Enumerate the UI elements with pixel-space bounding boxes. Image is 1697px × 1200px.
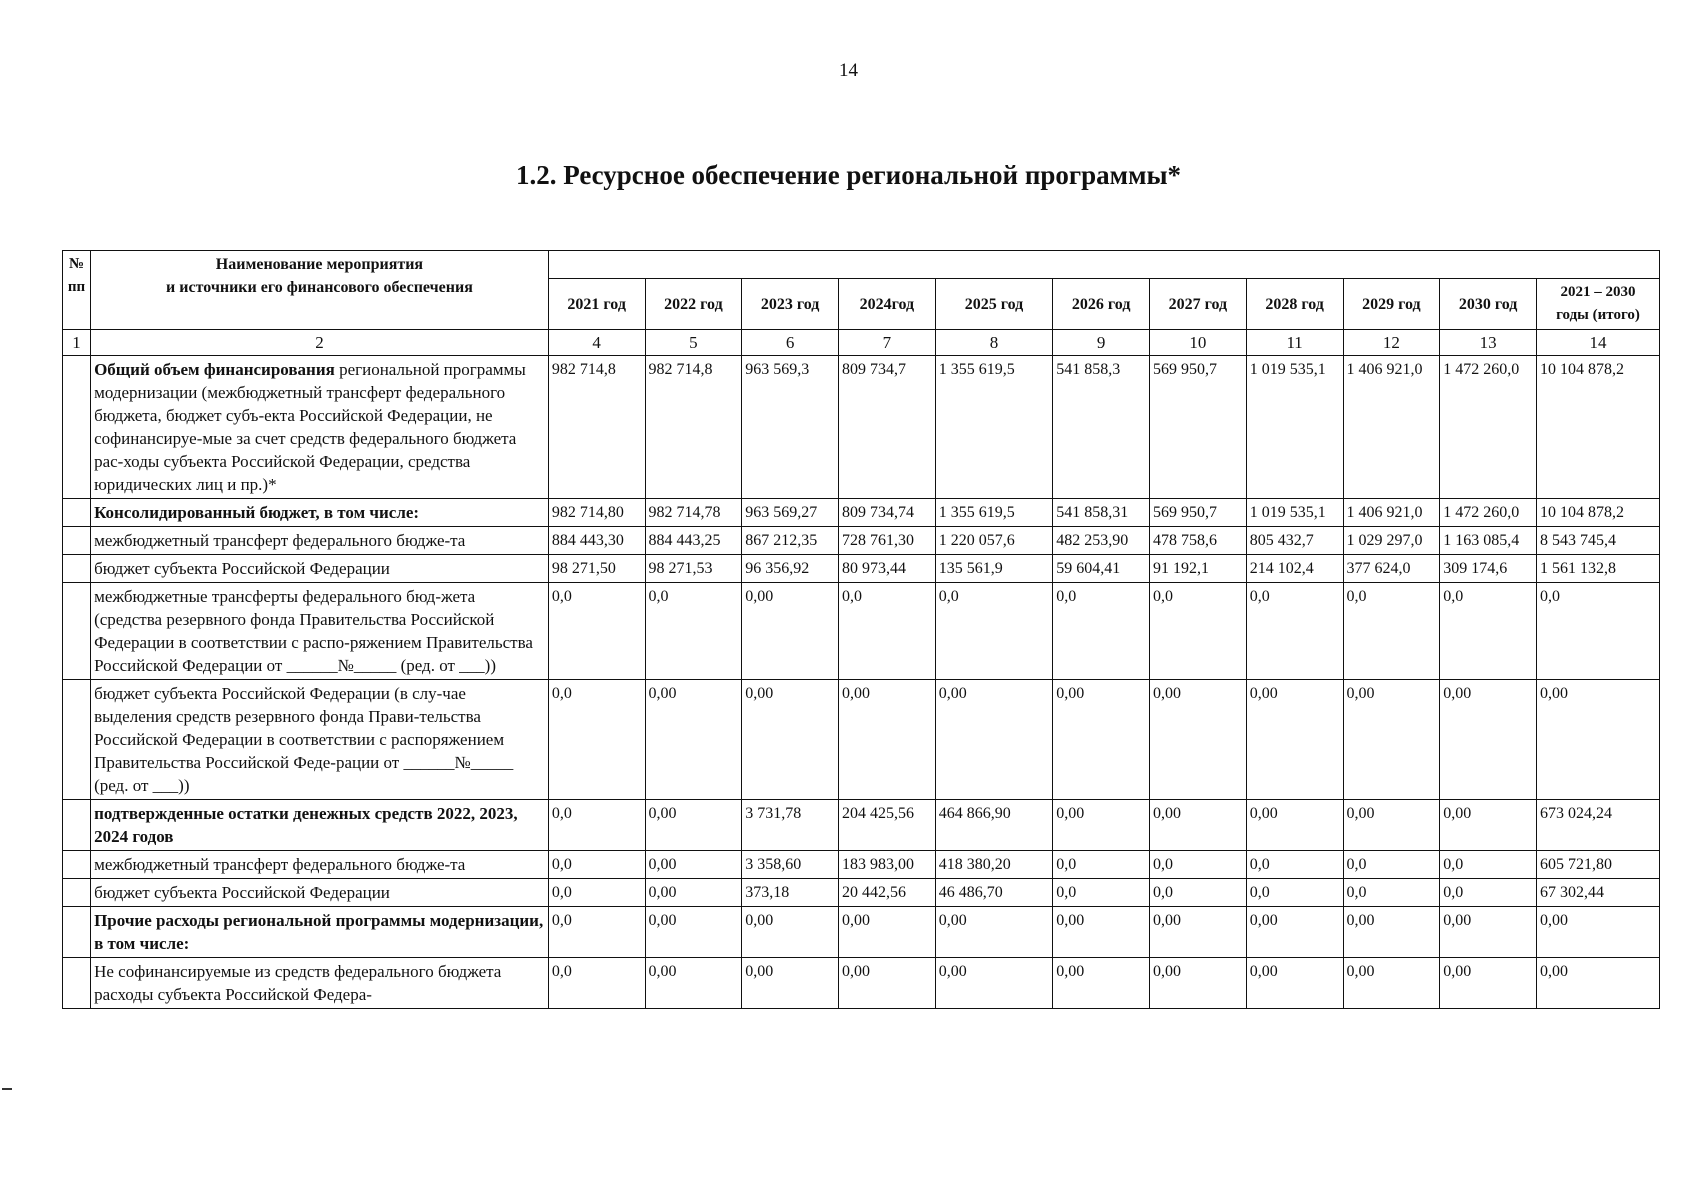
column-number-9: 11 bbox=[1246, 330, 1343, 356]
value-cell: 91 192,1 bbox=[1150, 555, 1247, 583]
column-number-1: 2 bbox=[91, 330, 549, 356]
value-cell: 0,00 bbox=[1053, 800, 1150, 851]
value-cell: 0,00 bbox=[1053, 958, 1150, 1009]
row-number-cell bbox=[63, 555, 91, 583]
value-cell: 0,00 bbox=[645, 879, 742, 907]
row-number-cell bbox=[63, 499, 91, 527]
value-cell: 0,00 bbox=[1536, 907, 1659, 958]
column-number-7: 9 bbox=[1053, 330, 1150, 356]
value-cell: 1 406 921,0 bbox=[1343, 356, 1440, 499]
table-row bbox=[63, 527, 1660, 555]
value-cell: 0,00 bbox=[1536, 680, 1659, 800]
value-cell: 1 472 260,0 bbox=[1440, 356, 1537, 499]
header-year-4: 2025 год bbox=[935, 279, 1053, 330]
header-year-7: 2028 год bbox=[1246, 279, 1343, 330]
header-years-group bbox=[548, 251, 1659, 279]
value-cell: 0,00 bbox=[645, 680, 742, 800]
value-cell: 0,00 bbox=[645, 800, 742, 851]
value-cell: 0,0 bbox=[1053, 879, 1150, 907]
value-cell: 0,0 bbox=[1053, 851, 1150, 879]
value-cell: 0,00 bbox=[1150, 907, 1247, 958]
row-number-cell bbox=[63, 527, 91, 555]
value-cell: 309 174,6 bbox=[1440, 555, 1537, 583]
value-cell: 982 714,8 bbox=[645, 356, 742, 499]
row-name-bold: Общий объем финансирования bbox=[94, 360, 335, 379]
row-name-cell bbox=[91, 499, 549, 527]
value-cell: 0,0 bbox=[1440, 879, 1537, 907]
value-cell: 541 858,3 bbox=[1053, 356, 1150, 499]
header-year-5: 2026 год bbox=[1053, 279, 1150, 330]
value-cell: 0,00 bbox=[935, 907, 1053, 958]
value-cell: 80 973,44 bbox=[839, 555, 936, 583]
value-cell: 1 163 085,4 bbox=[1440, 527, 1537, 555]
column-numbering-row bbox=[63, 330, 1660, 356]
row-name-text: Не софинансируемые из средств федерального бюджета расходы субъекта Российской Федера- bbox=[94, 962, 502, 1004]
page-number: 14 bbox=[839, 60, 858, 81]
value-cell: 183 983,00 bbox=[839, 851, 936, 879]
value-cell: 0,0 bbox=[935, 583, 1053, 680]
value-cell: 1 472 260,0 bbox=[1440, 499, 1537, 527]
row-number-cell bbox=[63, 800, 91, 851]
value-cell: 0,00 bbox=[1246, 680, 1343, 800]
value-cell: 1 220 057,6 bbox=[935, 527, 1053, 555]
value-cell: 0,00 bbox=[1150, 680, 1247, 800]
value-cell: 569 950,7 bbox=[1150, 499, 1247, 527]
header-year-10: 2021 – 2030 годы (итого) bbox=[1536, 279, 1659, 330]
header-name: Наименование мероприятия и источники его финансового обеспечения bbox=[91, 251, 549, 330]
value-cell: 377 624,0 bbox=[1343, 555, 1440, 583]
value-cell: 569 950,7 bbox=[1150, 356, 1247, 499]
value-cell: 1 029 297,0 bbox=[1343, 527, 1440, 555]
value-cell: 809 734,74 bbox=[839, 499, 936, 527]
table-row bbox=[63, 800, 1660, 851]
value-cell: 0,0 bbox=[548, 583, 645, 680]
value-cell: 10 104 878,2 bbox=[1536, 356, 1659, 499]
value-cell: 418 380,20 bbox=[935, 851, 1053, 879]
value-cell: 605 721,80 bbox=[1536, 851, 1659, 879]
value-cell: 963 569,27 bbox=[742, 499, 839, 527]
value-cell: 982 714,8 bbox=[548, 356, 645, 499]
column-number-4: 6 bbox=[742, 330, 839, 356]
resource-table-container bbox=[62, 250, 1660, 1009]
value-cell: 1 561 132,8 bbox=[1536, 555, 1659, 583]
value-cell: 0,0 bbox=[1536, 583, 1659, 680]
value-cell: 20 442,56 bbox=[839, 879, 936, 907]
row-number-cell bbox=[63, 583, 91, 680]
value-cell: 464 866,90 bbox=[935, 800, 1053, 851]
row-name-text: межбюджетный трансферт федерального бюдже-та bbox=[94, 855, 466, 874]
value-cell: 0,0 bbox=[1150, 851, 1247, 879]
value-cell: 0,00 bbox=[1246, 800, 1343, 851]
value-cell: 0,0 bbox=[1150, 879, 1247, 907]
value-cell: 1 355 619,5 bbox=[935, 356, 1053, 499]
value-cell: 3 358,60 bbox=[742, 851, 839, 879]
table-row bbox=[63, 907, 1660, 958]
header-year-3: 2024год bbox=[839, 279, 936, 330]
row-name-cell bbox=[91, 800, 549, 851]
row-number-cell bbox=[63, 356, 91, 499]
value-cell: 8 543 745,4 bbox=[1536, 527, 1659, 555]
value-cell: 728 761,30 bbox=[839, 527, 936, 555]
row-name-text: региональной программы модернизации (межбюджетный трансферт федерального бюджета, бюджет субъ-екта Российской Федерации, не софинансируе-мые за счет средств федерального бюджета рас-ходы субъекта Российской Федерации, средства юридических лиц и пр.)* bbox=[94, 360, 526, 494]
value-cell: 0,00 bbox=[645, 958, 742, 1009]
value-cell: 135 561,9 bbox=[935, 555, 1053, 583]
value-cell: 0,0 bbox=[1343, 851, 1440, 879]
table-row bbox=[63, 958, 1660, 1009]
value-cell: 867 212,35 bbox=[742, 527, 839, 555]
column-number-2: 4 bbox=[548, 330, 645, 356]
value-cell: 0,00 bbox=[1053, 680, 1150, 800]
value-cell: 1 355 619,5 bbox=[935, 499, 1053, 527]
table-row bbox=[63, 555, 1660, 583]
value-cell: 0,0 bbox=[1440, 583, 1537, 680]
header-year-6: 2027 год bbox=[1150, 279, 1247, 330]
value-cell: 0,0 bbox=[1150, 583, 1247, 680]
row-name-cell bbox=[91, 958, 549, 1009]
value-cell: 0,00 bbox=[742, 958, 839, 1009]
value-cell: 59 604,41 bbox=[1053, 555, 1150, 583]
column-number-11: 13 bbox=[1440, 330, 1537, 356]
value-cell: 0,00 bbox=[1246, 907, 1343, 958]
row-number-cell bbox=[63, 680, 91, 800]
table-row bbox=[63, 499, 1660, 527]
resource-table bbox=[62, 250, 1660, 1009]
value-cell: 1 406 921,0 bbox=[1343, 499, 1440, 527]
value-cell: 482 253,90 bbox=[1053, 527, 1150, 555]
value-cell: 1 019 535,1 bbox=[1246, 499, 1343, 527]
table-row bbox=[63, 680, 1660, 800]
row-name-cell bbox=[91, 583, 549, 680]
row-name-cell bbox=[91, 356, 549, 499]
value-cell: 204 425,56 bbox=[839, 800, 936, 851]
table-row bbox=[63, 356, 1660, 499]
row-name-cell bbox=[91, 555, 549, 583]
value-cell: 0,0 bbox=[1053, 583, 1150, 680]
row-name-text: бюджет субъекта Российской Федерации bbox=[94, 559, 390, 578]
value-cell: 0,00 bbox=[645, 851, 742, 879]
value-cell: 478 758,6 bbox=[1150, 527, 1247, 555]
value-cell: 0,00 bbox=[1150, 800, 1247, 851]
row-name-bold: подтвержденные остатки денежных средств 2022, 2023, 2024 годов bbox=[94, 804, 518, 846]
column-number-6: 8 bbox=[935, 330, 1053, 356]
value-cell: 884 443,25 bbox=[645, 527, 742, 555]
row-name-cell bbox=[91, 851, 549, 879]
value-cell: 0,00 bbox=[645, 907, 742, 958]
value-cell: 0,00 bbox=[935, 680, 1053, 800]
value-cell: 0,00 bbox=[1053, 907, 1150, 958]
row-number-cell bbox=[63, 958, 91, 1009]
row-name-cell bbox=[91, 879, 549, 907]
row-name-cell bbox=[91, 680, 549, 800]
value-cell: 805 432,7 bbox=[1246, 527, 1343, 555]
value-cell: 0,0 bbox=[1343, 583, 1440, 680]
table-row bbox=[63, 583, 1660, 680]
value-cell: 0,0 bbox=[548, 907, 645, 958]
value-cell: 0,00 bbox=[935, 958, 1053, 1009]
row-name-text: бюджет субъекта Российской Федерации (в слу-чае выделения средств резервного фонда Прави-тельства Российской Федерации в соответствии с распоряжением Правительства Российской Феде-рации от ______№_____ (ред. от ___)) bbox=[94, 684, 514, 795]
value-cell: 0,00 bbox=[1536, 958, 1659, 1009]
value-cell: 0,00 bbox=[1343, 800, 1440, 851]
value-cell: 46 486,70 bbox=[935, 879, 1053, 907]
scan-artifact bbox=[2, 1088, 12, 1090]
header-year-0: 2021 год bbox=[548, 279, 645, 330]
value-cell: 0,0 bbox=[548, 958, 645, 1009]
column-number-10: 12 bbox=[1343, 330, 1440, 356]
row-number-cell bbox=[63, 879, 91, 907]
value-cell: 0,00 bbox=[1150, 958, 1247, 1009]
value-cell: 96 356,92 bbox=[742, 555, 839, 583]
value-cell: 0,0 bbox=[839, 583, 936, 680]
value-cell: 0,00 bbox=[839, 958, 936, 1009]
value-cell: 3 731,78 bbox=[742, 800, 839, 851]
value-cell: 982 714,80 bbox=[548, 499, 645, 527]
value-cell: 0,00 bbox=[839, 680, 936, 800]
value-cell: 884 443,30 bbox=[548, 527, 645, 555]
table-row bbox=[63, 851, 1660, 879]
value-cell: 0,0 bbox=[1440, 851, 1537, 879]
value-cell: 0,00 bbox=[1440, 958, 1537, 1009]
value-cell: 0,0 bbox=[548, 800, 645, 851]
column-number-0: 1 bbox=[63, 330, 91, 356]
value-cell: 0,00 bbox=[1440, 680, 1537, 800]
value-cell: 541 858,31 bbox=[1053, 499, 1150, 527]
header-year-9: 2030 год bbox=[1440, 279, 1537, 330]
value-cell: 0,0 bbox=[1343, 879, 1440, 907]
value-cell: 0,00 bbox=[1440, 907, 1537, 958]
header-year-1: 2022 год bbox=[645, 279, 742, 330]
row-name-cell bbox=[91, 907, 549, 958]
row-name-text: межбюджетные трансферты федерального бюд-жета (средства резервного фонда Правительства Российской Федерации в соответствии с распо-ряжением Правительства Российской Федерации от ______№_____ (ред. от ___)) bbox=[94, 587, 533, 675]
value-cell: 0,0 bbox=[548, 680, 645, 800]
row-name-cell bbox=[91, 527, 549, 555]
value-cell: 673 024,24 bbox=[1536, 800, 1659, 851]
value-cell: 0,0 bbox=[548, 879, 645, 907]
row-name-text: бюджет субъекта Российской Федерации bbox=[94, 883, 390, 902]
value-cell: 67 302,44 bbox=[1536, 879, 1659, 907]
value-cell: 10 104 878,2 bbox=[1536, 499, 1659, 527]
row-name-bold: Прочие расходы региональной программы модернизации, в том числе: bbox=[94, 911, 544, 953]
value-cell: 373,18 bbox=[742, 879, 839, 907]
header-year-2: 2023 год bbox=[742, 279, 839, 330]
value-cell: 0,00 bbox=[1246, 958, 1343, 1009]
value-cell: 0,0 bbox=[1246, 879, 1343, 907]
column-number-8: 10 bbox=[1150, 330, 1247, 356]
value-cell: 0,00 bbox=[742, 583, 839, 680]
value-cell: 0,00 bbox=[1440, 800, 1537, 851]
table-row bbox=[63, 879, 1660, 907]
value-cell: 0,00 bbox=[1343, 907, 1440, 958]
value-cell: 982 714,78 bbox=[645, 499, 742, 527]
row-number-cell bbox=[63, 851, 91, 879]
row-name-bold: Консолидированный бюджет, в том числе: bbox=[94, 503, 420, 522]
column-number-3: 5 bbox=[645, 330, 742, 356]
value-cell: 0,00 bbox=[839, 907, 936, 958]
value-cell: 0,0 bbox=[548, 851, 645, 879]
row-number-cell bbox=[63, 907, 91, 958]
header-year-8: 2029 год bbox=[1343, 279, 1440, 330]
value-cell: 0,0 bbox=[645, 583, 742, 680]
page-title: 1.2. Ресурсное обеспечение региональной программы* bbox=[515, 160, 1182, 190]
value-cell: 0,00 bbox=[742, 680, 839, 800]
header-num: № пп bbox=[63, 251, 91, 330]
value-cell: 98 271,50 bbox=[548, 555, 645, 583]
value-cell: 0,0 bbox=[1246, 583, 1343, 680]
value-cell: 214 102,4 bbox=[1246, 555, 1343, 583]
value-cell: 1 019 535,1 bbox=[1246, 356, 1343, 499]
value-cell: 809 734,7 bbox=[839, 356, 936, 499]
value-cell: 0,00 bbox=[742, 907, 839, 958]
row-name-text: межбюджетный трансферт федерального бюдже-та bbox=[94, 531, 466, 550]
value-cell: 0,0 bbox=[1246, 851, 1343, 879]
column-number-5: 7 bbox=[839, 330, 936, 356]
value-cell: 963 569,3 bbox=[742, 356, 839, 499]
column-number-12: 14 bbox=[1536, 330, 1659, 356]
value-cell: 0,00 bbox=[1343, 958, 1440, 1009]
value-cell: 0,00 bbox=[1343, 680, 1440, 800]
value-cell: 98 271,53 bbox=[645, 555, 742, 583]
